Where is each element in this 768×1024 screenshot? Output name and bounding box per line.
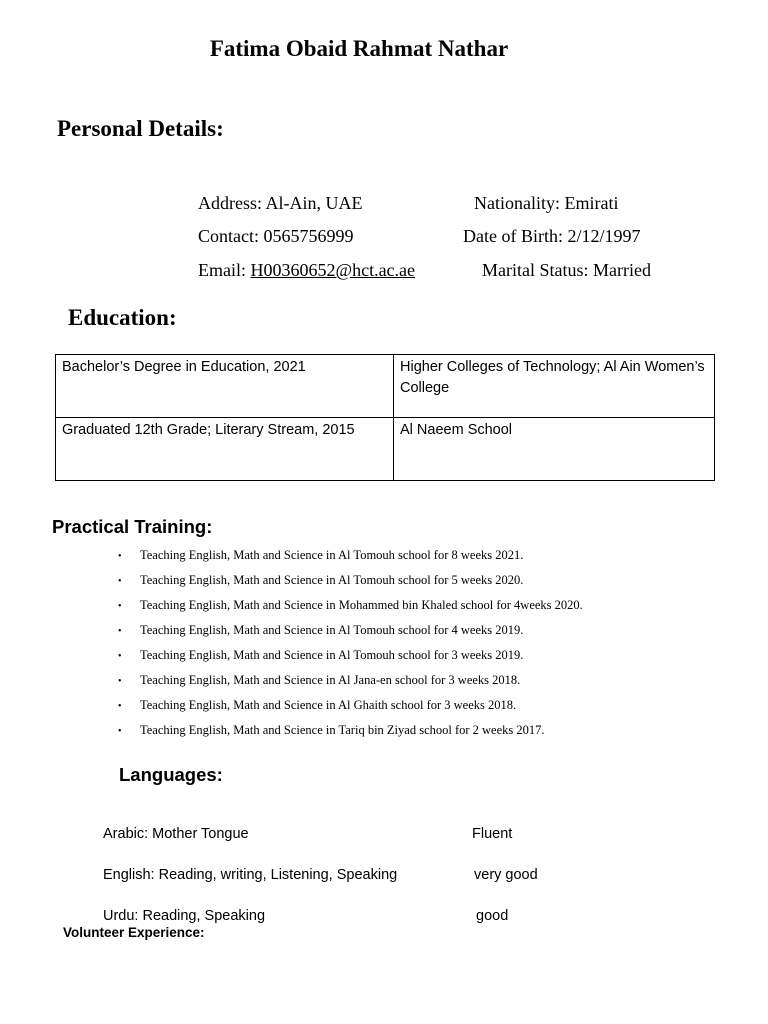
practical-training-heading: Practical Training: [52, 516, 213, 537]
email-link[interactable]: H00360652@hct.ac.ae [250, 260, 416, 280]
education-institution-cell: Higher Colleges of Technology; Al Ain Women’s College [394, 355, 715, 418]
table-row [56, 355, 715, 418]
education-degree-cell: Bachelor’s Degree in Education, 2021 [56, 355, 394, 418]
language-skill-urdu: Urdu: Reading, Speaking [103, 908, 266, 924]
contact-text: Contact: 0565756999 [198, 226, 354, 246]
training-item-text: Teaching English, Math and Science in Al Tomouh school for 8 weeks 2021. [140, 548, 524, 562]
training-item-text: Teaching English, Math and Science in Al Tomouh school for 5 weeks 2020. [140, 573, 524, 587]
address-text: Address: Al-Ain, UAE [198, 193, 363, 213]
email-label: Email: [198, 260, 251, 280]
list-item [118, 643, 583, 668]
languages-heading: Languages: [119, 764, 223, 785]
personal-details-heading-text: Personal Details [57, 116, 217, 141]
training-item-text: Teaching English, Math and Science in Tariq bin Ziyad school for 2 weeks 2017. [140, 723, 545, 737]
bullet-icon: • [118, 651, 122, 662]
language-level-english: very good [474, 867, 538, 883]
language-skill-arabic: Arabic: Mother Tongue [103, 826, 249, 842]
resume-name: Fatima Obaid Rahmat Nathar [209, 36, 509, 61]
list-item [118, 668, 583, 693]
marital-status-text: Marital Status: Married [482, 260, 651, 280]
training-item-text: Teaching English, Math and Science in Al Ghaith school for 3 weeks 2018. [140, 698, 517, 712]
training-item-text: Teaching English, Math and Science in Al Jana-en school for 3 weeks 2018. [140, 673, 521, 687]
bullet-icon: • [118, 601, 122, 612]
list-item [118, 543, 583, 568]
training-list [118, 543, 583, 743]
training-item-text: Teaching English, Math and Science in Mohammed bin Khaled school for 4weeks 2020. [140, 598, 583, 612]
list-item [118, 718, 583, 743]
education-degree-cell: Graduated 12th Grade; Literary Stream, 2015 [56, 418, 394, 481]
training-item-text: Teaching English, Math and Science in Al Tomouh school for 3 weeks 2019. [140, 648, 524, 662]
date-of-birth-text: Date of Birth: 2/12/1997 [463, 226, 641, 246]
email-line [198, 260, 415, 281]
bullet-icon: • [118, 551, 122, 562]
list-item [118, 568, 583, 593]
language-level-arabic: Fluent [472, 826, 513, 842]
education-heading: Education: [68, 305, 177, 330]
education-table [55, 354, 715, 481]
language-skill-english: English: Reading, writing, Listening, Speaking [103, 867, 398, 883]
list-item [118, 693, 583, 718]
nationality-text: Nationality: Emirati [474, 193, 619, 213]
bullet-icon: • [118, 726, 122, 737]
personal-details-heading [57, 116, 224, 142]
bullet-icon: • [118, 626, 122, 637]
bullet-icon: • [118, 701, 122, 712]
volunteer-experience-heading: Volunteer Experience: [63, 925, 205, 940]
personal-details-heading-colon: : [216, 116, 224, 141]
training-item-text: Teaching English, Math and Science in Al Tomouh school for 4 weeks 2019. [140, 623, 524, 637]
list-item [118, 593, 583, 618]
education-institution-cell: Al Naeem School [394, 418, 715, 481]
bullet-icon: • [118, 576, 122, 587]
language-level-urdu: good [476, 908, 509, 924]
table-row [56, 418, 715, 481]
list-item [118, 618, 583, 643]
bullet-icon: • [118, 676, 122, 687]
